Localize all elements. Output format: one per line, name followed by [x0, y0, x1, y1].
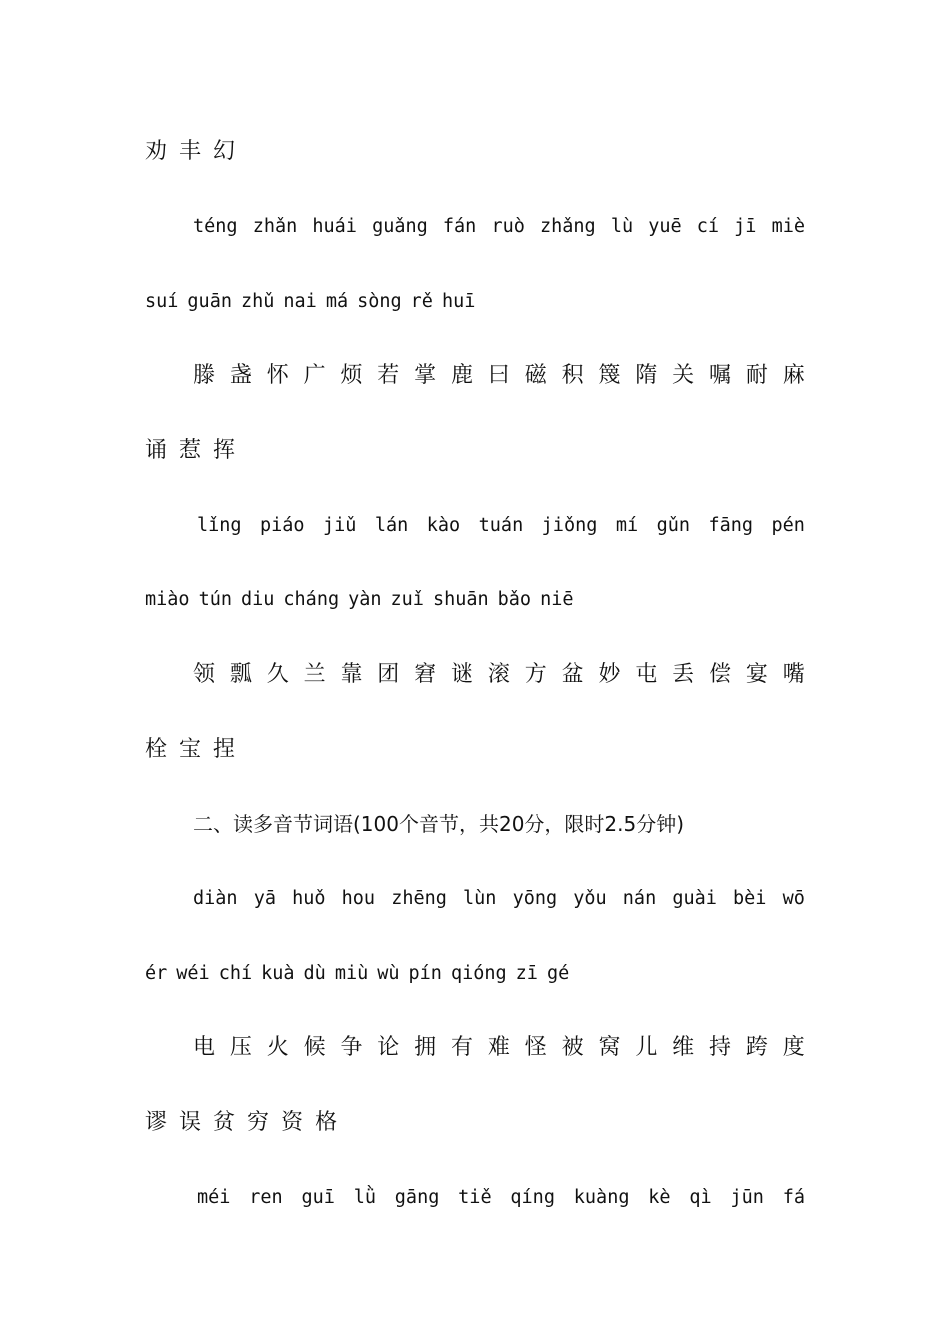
syllable: 盏	[229, 363, 252, 388]
syllable: guī	[301, 1187, 335, 1208]
syllable: 被	[561, 1035, 584, 1060]
syllable: zuǐ	[390, 589, 424, 610]
syllable: 度	[782, 1035, 805, 1060]
syllable: wō	[782, 888, 805, 909]
syllable: 争	[340, 1035, 363, 1060]
syllable: 窝	[598, 1035, 621, 1060]
syllable: 若	[377, 363, 400, 388]
syllable: 屯	[635, 662, 658, 687]
section-heading: 二、读多音节词语(100个音节，共20分，限时2.5分钟)	[193, 812, 685, 836]
pinyin-line-3	[197, 506, 805, 546]
syllable: 宝	[179, 737, 202, 762]
syllable: yàn	[348, 589, 382, 610]
pinyin-line-5	[193, 879, 805, 919]
syllable: 瓢	[229, 662, 252, 687]
syllable: 格	[315, 1110, 338, 1135]
syllable: 盆	[561, 662, 584, 687]
syllable: 嘱	[709, 363, 732, 388]
syllable: 栓	[145, 737, 168, 762]
syllable: 怀	[266, 363, 289, 388]
syllable: guān	[187, 291, 232, 312]
syllable: 耐	[745, 363, 768, 388]
syllable: zhǎn	[252, 216, 298, 237]
syllable: 广	[303, 363, 326, 388]
syllable: fá	[782, 1187, 805, 1208]
syllable: 惹	[179, 438, 202, 463]
syllable: hou	[341, 888, 376, 909]
syllable: 磁	[524, 363, 547, 388]
syllable: miào	[145, 589, 190, 610]
syllable: lùn	[463, 888, 497, 909]
syllable: jūn	[730, 1187, 764, 1208]
syllable: diu	[240, 589, 275, 610]
syllable: tiě	[458, 1187, 492, 1208]
syllable: 幻	[213, 139, 236, 164]
syllable: 烦	[340, 363, 363, 388]
syllable: 掌	[414, 363, 437, 388]
syllable: 火	[266, 1035, 289, 1060]
syllable: miè	[771, 216, 805, 237]
syllable: pén	[771, 515, 805, 536]
syllable: yuē	[648, 216, 682, 237]
hanzi-line-1	[193, 356, 805, 396]
syllable: téng	[193, 216, 238, 237]
syllable: 兰	[303, 662, 326, 687]
syllable: lù	[610, 216, 634, 237]
syllable: lǜ	[353, 1187, 376, 1208]
syllable: ruò	[491, 216, 525, 237]
syllable: 穷	[247, 1110, 270, 1135]
syllable: 贫	[213, 1110, 236, 1135]
syllable: nai	[283, 291, 317, 312]
syllable: nán	[622, 888, 657, 909]
syllable: rě	[410, 291, 433, 312]
syllable: miù	[334, 963, 369, 984]
syllable: suí	[145, 291, 179, 312]
syllable: 谜	[451, 662, 474, 687]
syllable: piáo	[260, 515, 305, 536]
syllable: 丢	[672, 662, 695, 687]
syllable: 诵	[145, 438, 168, 463]
syllable: shuān	[432, 589, 489, 610]
syllable: 滚	[487, 662, 510, 687]
syllable: jiǔ	[323, 515, 357, 536]
syllable: tuán	[478, 515, 524, 536]
syllable: 篾	[598, 363, 621, 388]
syllable: 隋	[635, 363, 658, 388]
syllable: 维	[672, 1035, 695, 1060]
syllable: 窘	[414, 662, 437, 687]
syllable: yā	[253, 888, 276, 909]
syllable: ér	[145, 963, 168, 984]
syllable: jī	[734, 216, 757, 237]
hanzi-line-3	[193, 655, 805, 695]
syllable: 儿	[635, 1035, 658, 1060]
syllable: wéi	[176, 963, 210, 984]
syllable: 曰	[487, 363, 510, 388]
hanzi-line-5	[193, 1028, 805, 1068]
syllable: guài	[672, 888, 717, 909]
syllable: 团	[377, 662, 400, 687]
syllable: 难	[487, 1035, 510, 1060]
syllable: 关	[672, 363, 695, 388]
syllable: lǐng	[197, 515, 242, 536]
syllable: 嘴	[782, 662, 805, 687]
syllable: diàn	[193, 888, 238, 909]
syllable: cí	[696, 216, 720, 237]
syllable: zhǔ	[240, 291, 275, 312]
syllable: fán	[442, 216, 477, 237]
hanzi-line-4	[145, 730, 805, 770]
hanzi-line-6	[145, 1103, 805, 1143]
syllable: yǒu	[573, 888, 607, 909]
syllable: 挥	[213, 438, 236, 463]
syllable: yōng	[512, 888, 558, 909]
syllable: 靠	[340, 662, 363, 687]
syllable: 滕	[193, 363, 216, 388]
syllable: 电	[193, 1035, 216, 1060]
syllable: 跨	[745, 1035, 768, 1060]
syllable: pín	[408, 963, 442, 984]
syllable: mí	[615, 515, 639, 536]
syllable: zī	[515, 963, 538, 984]
syllable: ren	[249, 1187, 283, 1208]
syllable: 劝	[145, 139, 168, 164]
syllable: 方	[524, 662, 547, 687]
syllable: bèi	[733, 888, 767, 909]
syllable: 候	[303, 1035, 326, 1060]
syllable: fāng	[708, 515, 753, 536]
syllable: 误	[179, 1110, 202, 1135]
syllable: zhēng	[391, 888, 447, 909]
text-line-1	[145, 132, 805, 172]
pinyin-line-2	[145, 282, 805, 322]
syllable: qióng	[450, 963, 507, 984]
syllable: 捏	[213, 737, 236, 762]
syllable: 久	[266, 662, 289, 687]
syllable: dù	[303, 963, 326, 984]
syllable: chí	[218, 963, 253, 984]
syllable: huái	[312, 216, 357, 237]
syllable: kuàng	[573, 1187, 630, 1208]
syllable: 丰	[179, 139, 202, 164]
syllable: 怪	[524, 1035, 547, 1060]
hanzi-line-2	[145, 431, 805, 471]
syllable: bǎo	[497, 589, 532, 610]
syllable: 有	[451, 1035, 474, 1060]
syllable: méi	[197, 1187, 231, 1208]
syllable: huǒ	[292, 888, 326, 909]
pinyin-line-4	[145, 580, 805, 620]
syllable: tún	[198, 589, 232, 610]
pinyin-line-1	[193, 207, 805, 247]
syllable: 偿	[709, 662, 732, 687]
syllable: zhǎng	[539, 216, 596, 237]
syllable: kào	[426, 515, 461, 536]
pinyin-line-7	[197, 1178, 805, 1218]
syllable: 积	[561, 363, 584, 388]
syllable: lán	[374, 515, 409, 536]
syllable: qì	[689, 1187, 712, 1208]
syllable: 资	[281, 1110, 304, 1135]
syllable: 领	[193, 662, 216, 687]
syllable: kè	[648, 1187, 671, 1208]
syllable: huī	[441, 291, 476, 312]
syllable: qíng	[510, 1187, 555, 1208]
syllable: 麻	[782, 363, 805, 388]
syllable: 鹿	[451, 363, 474, 388]
syllable: jiǒng	[541, 515, 598, 536]
syllable: 谬	[145, 1110, 168, 1135]
syllable: gāng	[394, 1187, 440, 1208]
syllable: cháng	[283, 589, 340, 610]
syllable: gé	[546, 963, 570, 984]
syllable: 拥	[414, 1035, 437, 1060]
syllable: 妙	[598, 662, 621, 687]
syllable: wù	[377, 963, 400, 984]
syllable: má	[325, 291, 349, 312]
pinyin-line-6	[145, 954, 805, 994]
syllable: 压	[229, 1035, 252, 1060]
syllable: 论	[377, 1035, 400, 1060]
syllable: niē	[540, 589, 574, 610]
syllable: gǔn	[656, 515, 690, 536]
syllable: 宴	[745, 662, 768, 687]
syllable: guǎng	[372, 216, 428, 237]
syllable: 持	[709, 1035, 732, 1060]
syllable: kuà	[261, 963, 295, 984]
syllable: sòng	[357, 291, 402, 312]
